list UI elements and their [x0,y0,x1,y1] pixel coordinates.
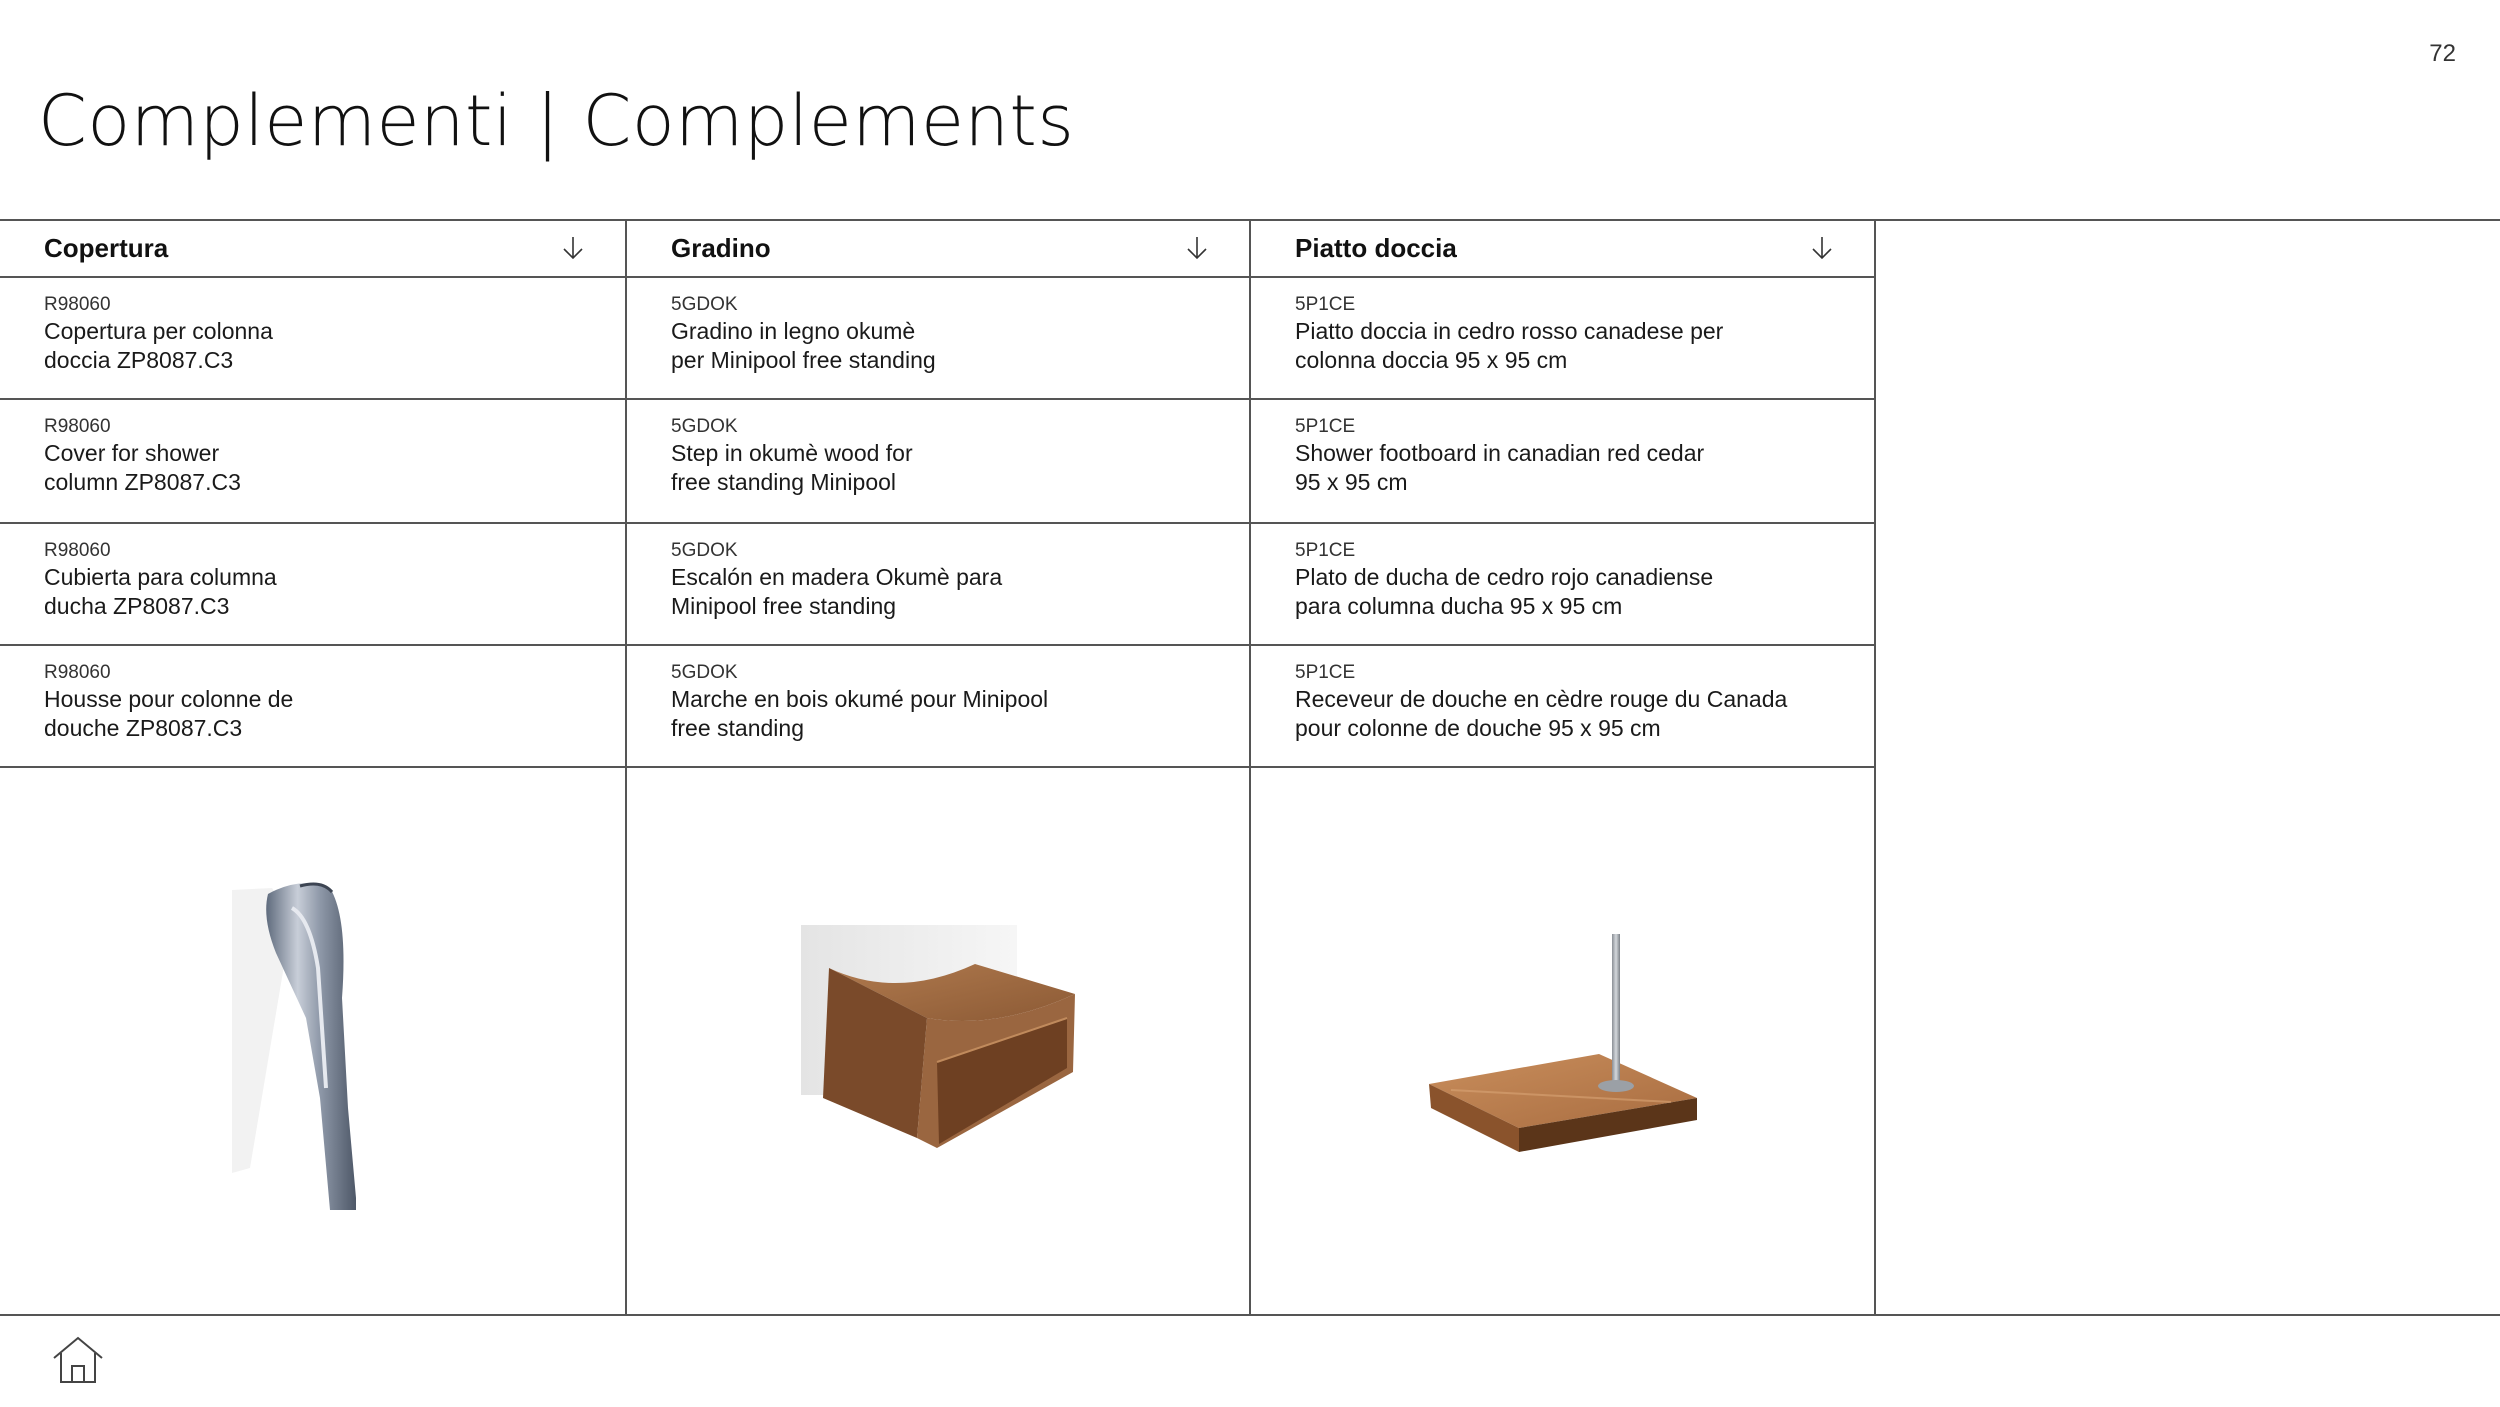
product-description: Cubierta para columna ducha ZP8087.C3 [44,564,277,619]
column-gradino [627,220,1251,1314]
column-header-label: Piatto doccia [1295,232,1457,263]
arrow-down-icon[interactable] [1810,235,1834,261]
product-image-cell [1251,768,1874,1316]
table-cell [627,524,1249,646]
product-image-cell [0,768,625,1316]
product-code: R98060 [44,540,111,561]
product-description: Plato de ducha de cedro rojo canadiense para columna ducha 95 x 95 cm [1295,564,1714,619]
table-cell [1251,278,1874,400]
column-header-label: Copertura [44,232,169,263]
product-description: Shower footboard in canadian red cedar 95 x 95 cm [1295,440,1705,495]
product-description: Cover for shower column ZP8087.C3 [44,440,241,495]
product-code: 5P1CE [1295,416,1356,437]
table-cell [627,278,1249,400]
home-icon[interactable] [52,1336,104,1384]
table-cell [1251,524,1874,646]
table-cell [0,646,625,768]
column-header-label: Gradino [671,232,771,263]
column-piatto-doccia [1251,220,1876,1314]
table-cell [0,278,625,400]
table-cell [1251,646,1874,768]
product-code: 5GDOK [671,540,738,561]
product-code: 5P1CE [1295,294,1356,315]
product-code: 5GDOK [671,416,738,437]
table-cell [627,400,1249,524]
product-code: 5GDOK [671,662,738,683]
arrow-down-icon[interactable] [1185,235,1209,261]
product-code: R98060 [44,662,111,683]
table-cell [0,400,625,524]
column-copertura [0,220,627,1314]
table-cell [1251,400,1874,524]
product-description: Step in okumè wood for free standing Minipool [671,440,913,495]
column-header[interactable] [1251,220,1874,278]
bottom-divider [0,1314,2500,1316]
product-description: Escalón en madera Okumè para Minipool free standing [671,564,1003,619]
page-number: 72 [2429,40,2456,67]
product-description: Gradino in legno okumè per Minipool free standing [671,318,936,373]
product-code: R98060 [44,416,111,437]
product-code: 5GDOK [671,294,738,315]
product-image-cell [627,768,1249,1316]
column-header[interactable] [627,220,1249,278]
shower-tray-image [1251,768,1876,1316]
product-description: Housse pour colonne de douche ZP8087.C3 [44,686,294,741]
arrow-down-icon[interactable] [561,235,585,261]
shower-cover-image [0,768,627,1316]
product-description: Copertura per colonna doccia ZP8087.C3 [44,318,273,373]
product-description: Receveur de douche en cèdre rouge du Canada pour colonne de douche 95 x 95 cm [1295,686,1788,741]
product-code: 5P1CE [1295,662,1356,683]
page-title: Complementi | Complements [38,80,1075,162]
table-cell [0,524,625,646]
product-code: 5P1CE [1295,540,1356,561]
product-description: Piatto doccia in cedro rosso canadese per colonna doccia 95 x 95 cm [1295,318,1724,373]
product-table [0,220,1876,1314]
wooden-step-image [627,768,1251,1316]
product-code: R98060 [44,294,111,315]
product-description: Marche en bois okumé pour Minipool free standing [671,686,1049,741]
column-header[interactable] [0,220,625,278]
table-cell [627,646,1249,768]
